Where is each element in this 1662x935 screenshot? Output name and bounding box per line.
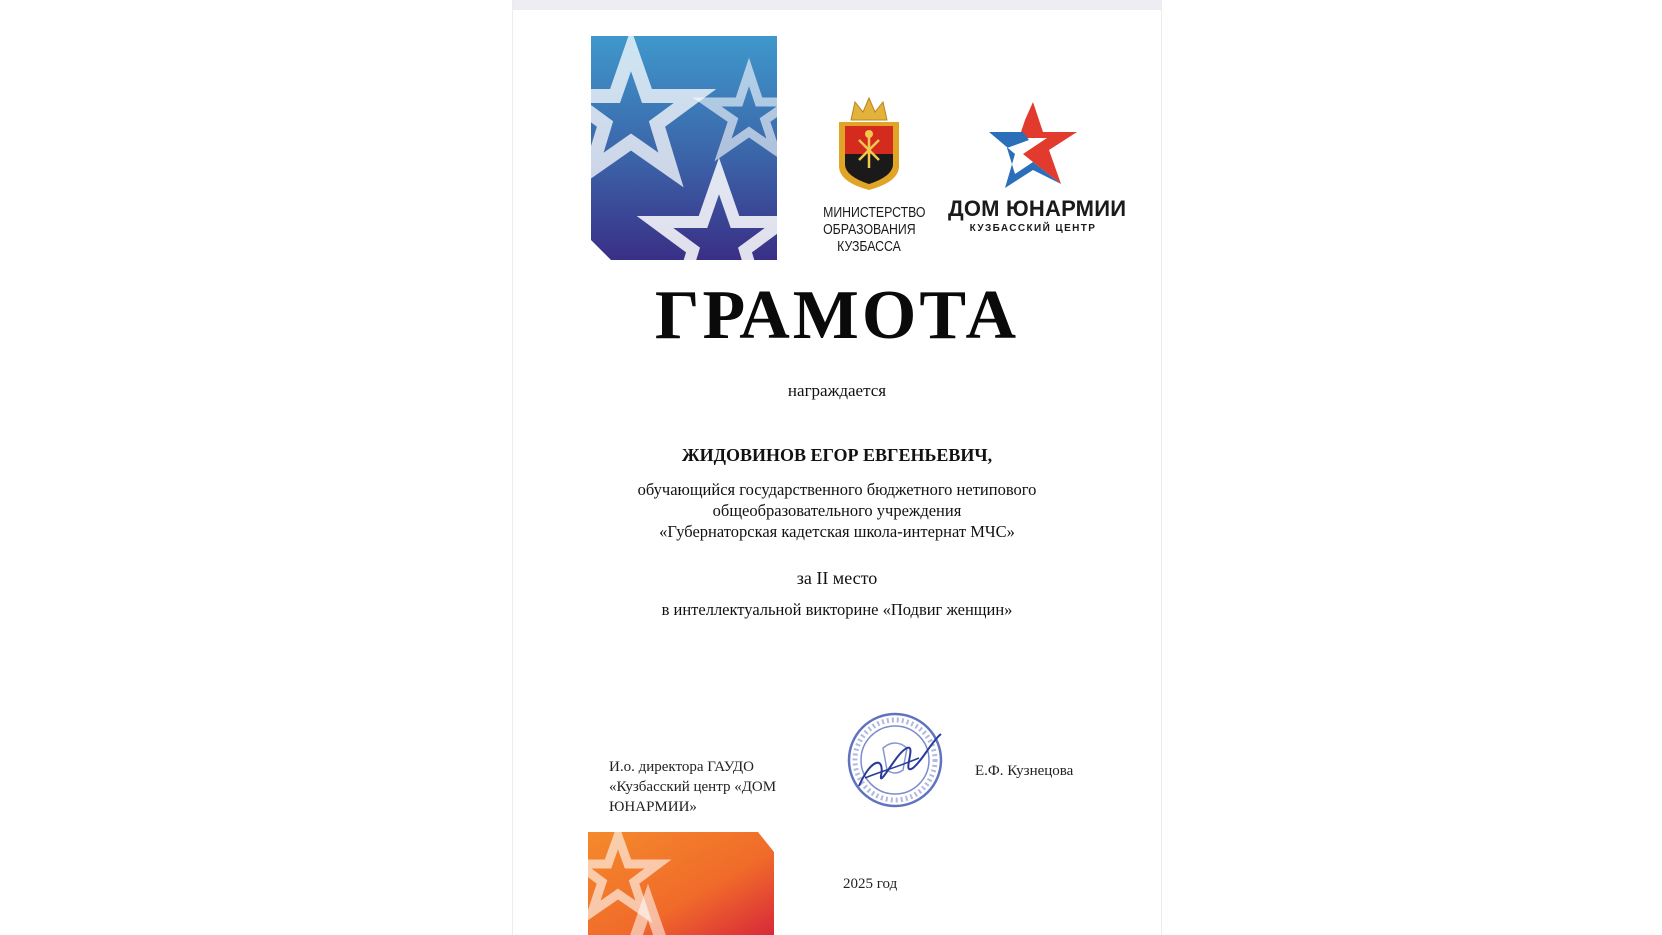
ministry-line: КУЗБАССА [837, 238, 901, 255]
top-strip [513, 0, 1161, 10]
awarded-label: награждается [787, 381, 887, 400]
certificate-title: ГРАМОТА [654, 277, 1020, 354]
award-place: за II место [796, 568, 878, 588]
signer-title-line: И.о. директора ГАУДО [609, 759, 754, 775]
year: 2025 год [843, 876, 898, 892]
kuzbass-coat-of-arms-icon [833, 96, 905, 192]
student-line: обучающийся государственного бюджетного нетипового [637, 480, 1037, 499]
bottom-star-banner [588, 832, 774, 935]
ministry-line: МИНИСТЕРСТВО [823, 204, 926, 221]
recipient-name: ЖИДОВИНОВ ЕГОР ЕВГЕНЬЕВИЧ, [681, 445, 993, 465]
yunarmy-logo [948, 100, 1127, 234]
signer-title-line: «Кузбасский центр «ДОМ [609, 779, 777, 795]
student-line: общеобразовательного учреждения [712, 501, 962, 520]
yunarmy-star-icon [985, 100, 1081, 190]
signer-title [609, 757, 799, 817]
top-star-banner [591, 36, 777, 260]
certificate-page [512, 0, 1162, 935]
yunarmy-subtitle: КУЗБАССКИЙ ЦЕНТР [969, 223, 1097, 234]
signer-title-line: ЮНАРМИИ» [609, 799, 697, 815]
contest-name: в интеллектуальной викторине «Подвиг женщин» [661, 600, 1013, 619]
student-description [513, 479, 1161, 542]
yunarmy-title: ДОМ ЮНАРМИИ [948, 196, 1127, 221]
student-line: «Губернаторская кадетская школа-интернат МЧС» [659, 522, 1015, 541]
ministry-logo [813, 96, 925, 255]
ministry-line: ОБРАЗОВАНИЯ [823, 221, 916, 238]
signer-name: Е.Ф. Кузнецова [975, 763, 1074, 779]
official-stamp-with-signature [845, 698, 945, 822]
